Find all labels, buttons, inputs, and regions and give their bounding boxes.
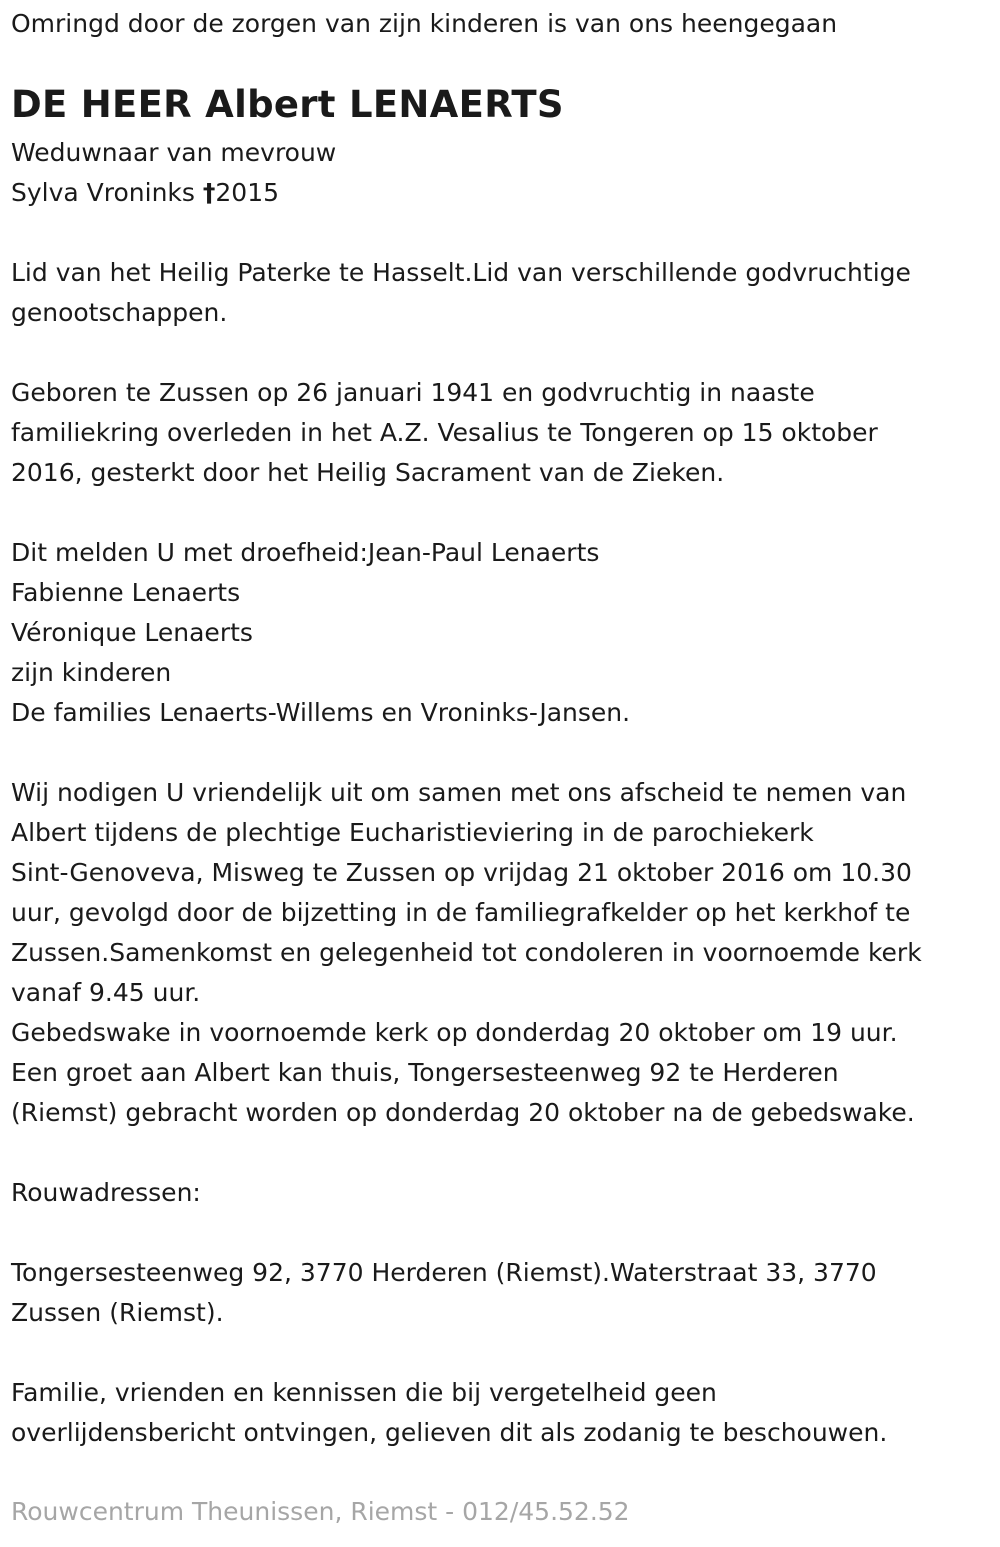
paragraph-line: familiekring overleden in het A.Z. Vesalius te Tongeren op 15 oktober bbox=[11, 418, 878, 447]
paragraph-line: De families Lenaerts-Willems en Vroninks-Jansen. bbox=[11, 698, 631, 727]
paragraph-line: Familie, vrienden en kennissen die bij vergetelheid geen bbox=[11, 1378, 717, 1407]
addresses-paragraph bbox=[11, 1253, 877, 1333]
paragraph-line: vanaf 9.45 uur. bbox=[11, 978, 201, 1007]
ceremony-paragraph bbox=[11, 773, 922, 1133]
cross-icon: † bbox=[202, 178, 216, 207]
paragraph-line: uur, gevolgd door de bijzetting in de familiegrafkelder op het kerkhof te bbox=[11, 898, 911, 927]
paragraph-line: overlijdensbericht ontvingen, gelieven dit als zodanig te beschouwen. bbox=[11, 1418, 888, 1447]
paragraph-line: Fabienne Lenaerts bbox=[11, 578, 241, 607]
membership-paragraph bbox=[11, 253, 911, 333]
paragraph-line: Tongersesteenweg 92, 3770 Herderen (Riemst).Waterstraat 33, 3770 bbox=[11, 1258, 877, 1287]
paragraph-line: Zussen.Samenkomst en gelegenheid tot condoleren in voornoemde kerk bbox=[11, 938, 922, 967]
paragraph-line: Dit melden U met droefheid:Jean-Paul Lenaerts bbox=[11, 538, 600, 567]
spouse-line: Weduwnaar van mevrouw bbox=[11, 138, 337, 167]
announcers-paragraph bbox=[11, 533, 630, 733]
addresses-label: Rouwadressen: bbox=[11, 1178, 201, 1207]
spouse-death-year: 2015 bbox=[215, 178, 280, 207]
intro-text: Omringd door de zorgen van zijn kinderen is van ons heengegaan bbox=[11, 9, 838, 38]
paragraph-line: Véronique Lenaerts bbox=[11, 618, 253, 647]
paragraph-line: zijn kinderen bbox=[11, 658, 172, 687]
paragraph-line: Sint-Genoveva, Misweg te Zussen op vrijdag 21 oktober 2016 om 10.30 bbox=[11, 858, 912, 887]
paragraph-line: Geboren te Zussen op 26 januari 1941 en godvruchtig in naaste bbox=[11, 378, 815, 407]
spouse-name-line bbox=[11, 173, 336, 213]
addresses-label-block bbox=[11, 1173, 201, 1213]
paragraph-line: 2016, gesterkt door het Heilig Sacrament van de Zieken. bbox=[11, 458, 725, 487]
birth-death-paragraph bbox=[11, 373, 878, 493]
paragraph-line: Wij nodigen U vriendelijk uit om samen met ons afscheid te nemen van bbox=[11, 778, 907, 807]
spouse-block bbox=[11, 133, 336, 213]
paragraph-line: Een groet aan Albert kan thuis, Tongersesteenweg 92 te Herderen bbox=[11, 1058, 839, 1087]
deceased-name: DE HEER Albert LENAERTS bbox=[11, 83, 564, 126]
paragraph-line: Lid van het Heilig Paterke te Hasselt.Lid van verschillende godvruchtige bbox=[11, 258, 911, 287]
paragraph-line: Gebedswake in voornoemde kerk op donderdag 20 oktober om 19 uur. bbox=[11, 1018, 898, 1047]
paragraph-line: Albert tijdens de plechtige Eucharistieviering in de parochiekerk bbox=[11, 818, 814, 847]
paragraph-line: Zussen (Riemst). bbox=[11, 1298, 224, 1327]
spouse-name: Sylva Vroninks bbox=[11, 178, 195, 207]
closing-paragraph bbox=[11, 1373, 887, 1453]
paragraph-line: (Riemst) gebracht worden op donderdag 20 oktober na de gebedswake. bbox=[11, 1098, 915, 1127]
funeral-home-credit: Rouwcentrum Theunissen, Riemst - 012/45.52.52 bbox=[11, 1497, 630, 1526]
paragraph-line: genootschappen. bbox=[11, 298, 228, 327]
